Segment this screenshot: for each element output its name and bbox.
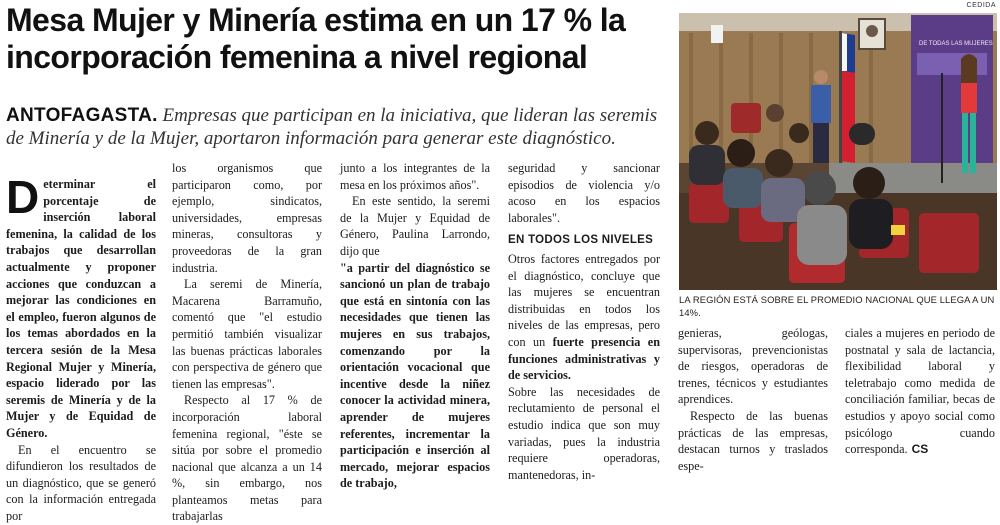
body-column-5 <box>678 325 828 474</box>
col5-paragraph-1: genieras, geólogas, supervisoras, prevencionistas de riesgos, operadoras de trenes, técnicos y estudiantes aprendices. <box>678 326 828 407</box>
col4-p2-bold: fuerte presencia en funciones administrativas y de servicios. <box>508 334 660 383</box>
lead-dek: Empresas que participan en la iniciativa, que lideran las seremis de Minería y de la Mujer, aportaron información para generar este diagnóstico. <box>6 105 658 149</box>
col2-paragraph-2: La seremi de Minería, Macarena Barramuño, comentó que "el estudio permitió también visualizar las buenas prácticas laborales con perspectiva de género que tienen las empresas". <box>172 277 322 391</box>
col4-paragraph-3: Sobre las necesidades de reclutamiento de personal el estudio indica que son muy variadas, pues la industria requiere operadoras, mantenedoras, in- <box>508 384 660 482</box>
photo-illustration <box>679 13 997 290</box>
col2-paragraph-3: Respecto al 17 % de incorporación laboral femenina regional, "éste se sitúa por sobre el promedio nacional que alcanza a un 14 %, sin embargo, nos planteamos metas para trabajarlas <box>172 393 322 524</box>
lead-location: ANTOFAGASTA. <box>6 105 158 126</box>
col4-p2-plain: Otros factores entregados por el diagnóstico, concluye que las mujeres se encuentran distribuidas en todos los niveles de las empresas, pero con un <box>508 251 660 349</box>
drop-cap: D <box>6 171 40 223</box>
body-column-3 <box>340 160 490 492</box>
col1-paragraph-1 <box>6 171 156 442</box>
author-signature: CS <box>911 442 929 457</box>
col6-p1-text: ciales a mujeres en periodo de postnatal y sala de lactancia, flexibilidad laboral y teletrabajo como medida de conciliación familiar, becas de estudios y apoyo social como psicólogo cuando corresponda. <box>845 326 995 457</box>
col5-paragraph-2: Respecto de las buenas prácticas de las empresas, destacan turnos y traslados espe- <box>678 408 828 473</box>
event-photo <box>679 13 997 290</box>
body-column-2 <box>172 160 322 525</box>
col4-paragraph-1: seguridad y sancionar episodios de violencia y/o acoso en los espacios laborales". <box>508 161 660 225</box>
body-column-1 <box>6 171 156 524</box>
col3-paragraph-1: junto a los integrantes de la mesa en los próximos años". <box>340 161 490 192</box>
col6-paragraph-1 <box>845 325 995 458</box>
banner-text: DE TODAS LAS MUJERES <box>919 41 993 47</box>
col4-paragraph-2 <box>508 251 660 384</box>
col3-paragraph-3: "a partir del diagnóstico se sancionó un plan de trabajo que está en sintonía con las necesidades que tienen las mujeres en sus trabajos, comenzando por la orientación vocacional que incentive desde la niñez conocer la actividad minera, aprender de mujeres referentes, incrementar la participación e inserción al mercado, mejorar espacios de trabajo, <box>340 260 490 491</box>
body-column-6 <box>845 325 995 458</box>
lead-paragraph <box>6 104 670 150</box>
photo-credit: CEDIDA <box>966 2 996 9</box>
body-column-4 <box>508 160 660 483</box>
col1-paragraph-2: En el encuentro se difundieron los resultados de un diagnóstico, que se generó con la información entregada por <box>6 442 156 523</box>
section-subhead: EN TODOS LOS NIVELES <box>508 234 654 247</box>
photo-caption: LA REGIÓN ESTÁ SOBRE EL PROMEDIO NACIONAL QUE LLEGA A UN 14%. <box>679 294 995 318</box>
headline: Mesa Mujer y Minería estima en un 17 % la incorporación femenina a nivel regional <box>6 2 626 75</box>
col1-p1-text: eterminar el porcentaje de inserción laboral femenina, la calidad de los trabajos que desarrollan actualmente y proponer acciones que conduzcan a mejorar las condiciones en el empleo, fueron algunos de los temas abordados en la tercera sesión de la Mesa Regional Mujer y Minería, espacio liderado por las seremis de Minería y de la Mujer y de Equidad de Género. <box>6 177 156 440</box>
col2-paragraph-1: los organismos que participaron como, por ejemplo, sindicatos, universidades, empresas mineras, consultoras y proveedoras de la gran industria. <box>172 161 322 275</box>
col3-paragraph-2: En este sentido, la seremi de la Mujer y Equidad de Género, Paulina Larrondo, dijo que <box>340 194 490 258</box>
